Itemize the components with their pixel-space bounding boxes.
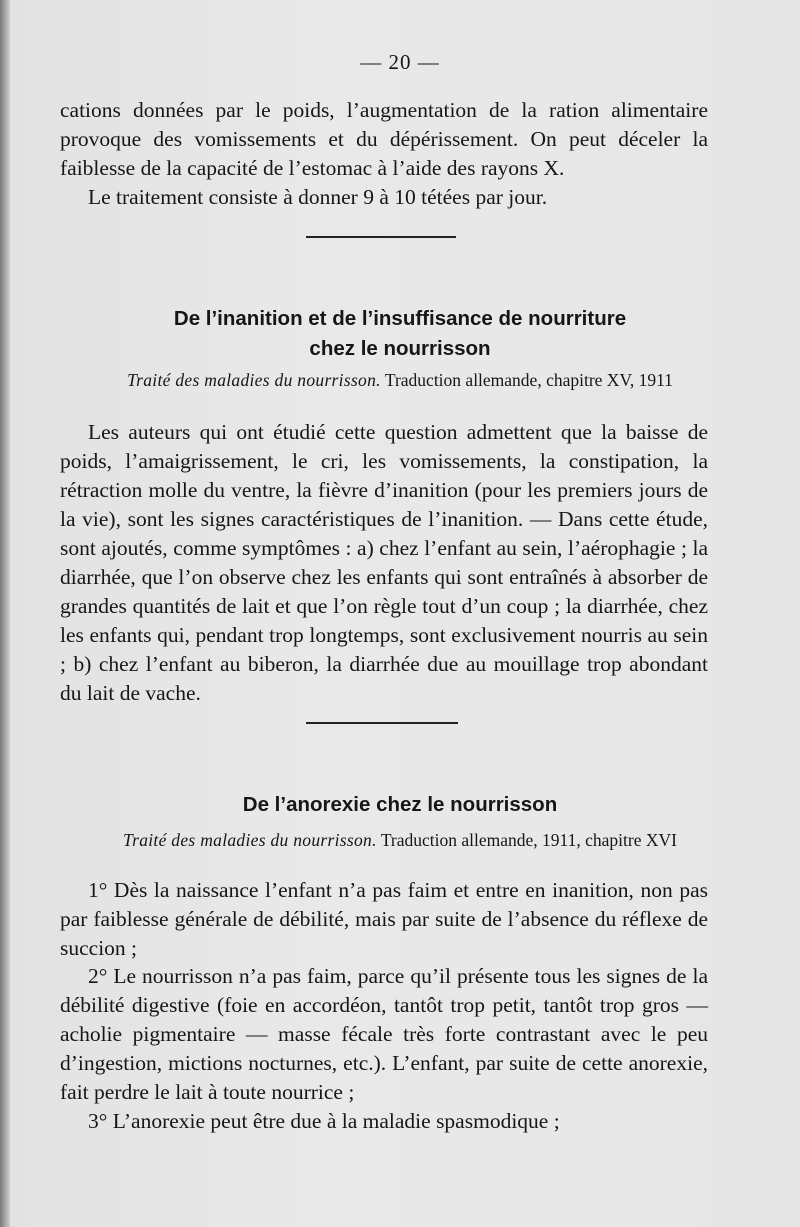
section-divider: [306, 236, 456, 238]
section2-title: De l’anorexie chez le nourrisson: [242, 793, 558, 816]
section1-source: [60, 370, 740, 391]
section1-title-line1: De l’inanition et de l’insuffisance de nourriture: [173, 307, 627, 330]
list-item-1: 1° Dès la naissance l’enfant n’a pas faim et entre en inanition, non pas par faiblesse générale de débilité, mais par suite de l’absence du réflexe de succion ;: [60, 878, 708, 960]
list-item-2: 2° Le nourrisson n’a pas faim, parce qu’il présente tous les signes de la débilité digestive (foie en accordéon, tantôt trop petit, tantôt trop gros — acholie pigmentaire — masse fécale très forte contrastant avec le peu d’ingestion, mictions nocturnes, etc.). L’enfant, par suite de cette anorexie, fait perdre le lait à toute nourrice ;: [60, 964, 708, 1104]
intro-paragraph: cations données par le poids, l’augmentation de la ration alimentaire provoque des vomissements et du dépérissement. On peut déceler la faiblesse de la capacité de l’estomac à l’aide des rayons X.: [60, 98, 708, 180]
page-binding-edge: [0, 0, 10, 1227]
section2-source-detail: Traduction allemande, 1911, chapitre XVI: [376, 830, 677, 850]
section2-source-title: Traité des maladies du nourrisson.: [123, 830, 377, 850]
section-divider: [306, 722, 458, 724]
section1-source-title: Traité des maladies du nourrisson.: [127, 370, 381, 390]
section1-source-detail: Traduction allemande, chapitre XV, 1911: [380, 370, 673, 390]
list-item-3: 3° L’anorexie peut être due à la maladie spasmodique ;: [88, 1109, 560, 1133]
section1-body: Les auteurs qui ont étudié cette question admettent que la baisse de poids, l’amaigrissement, le cri, les vomissements, la constipation, la rétraction molle du ventre, la fièvre d’inanition (pour les premiers jours de la vie), sont les signes caractéristiques de l’inanition. — Dans cette étude, sont ajoutés, comme symptômes : a) chez l’enfant au sein, l’aérophagie ; la diarrhée, que l’on observe chez les enfants qui sont entraînés à absorber de grandes quantités de lait et que l’on règle tout d’un coup ; la diarrhée, chez les enfants qui, pendant trop longtemps, sont exclusivement nourris au sein ; b) chez l’enfant au biberon, la diarrhée due au mouillage trop abondant du lait de vache.: [60, 420, 708, 705]
page-number: — 20 —: [360, 50, 440, 74]
section1-title: [60, 304, 740, 364]
intro-treatment-line: Le traitement consiste à donner 9 à 10 tétées par jour.: [88, 185, 548, 209]
section2-source: [60, 830, 740, 851]
section1-title-line2: chez le nourrisson: [309, 337, 491, 360]
